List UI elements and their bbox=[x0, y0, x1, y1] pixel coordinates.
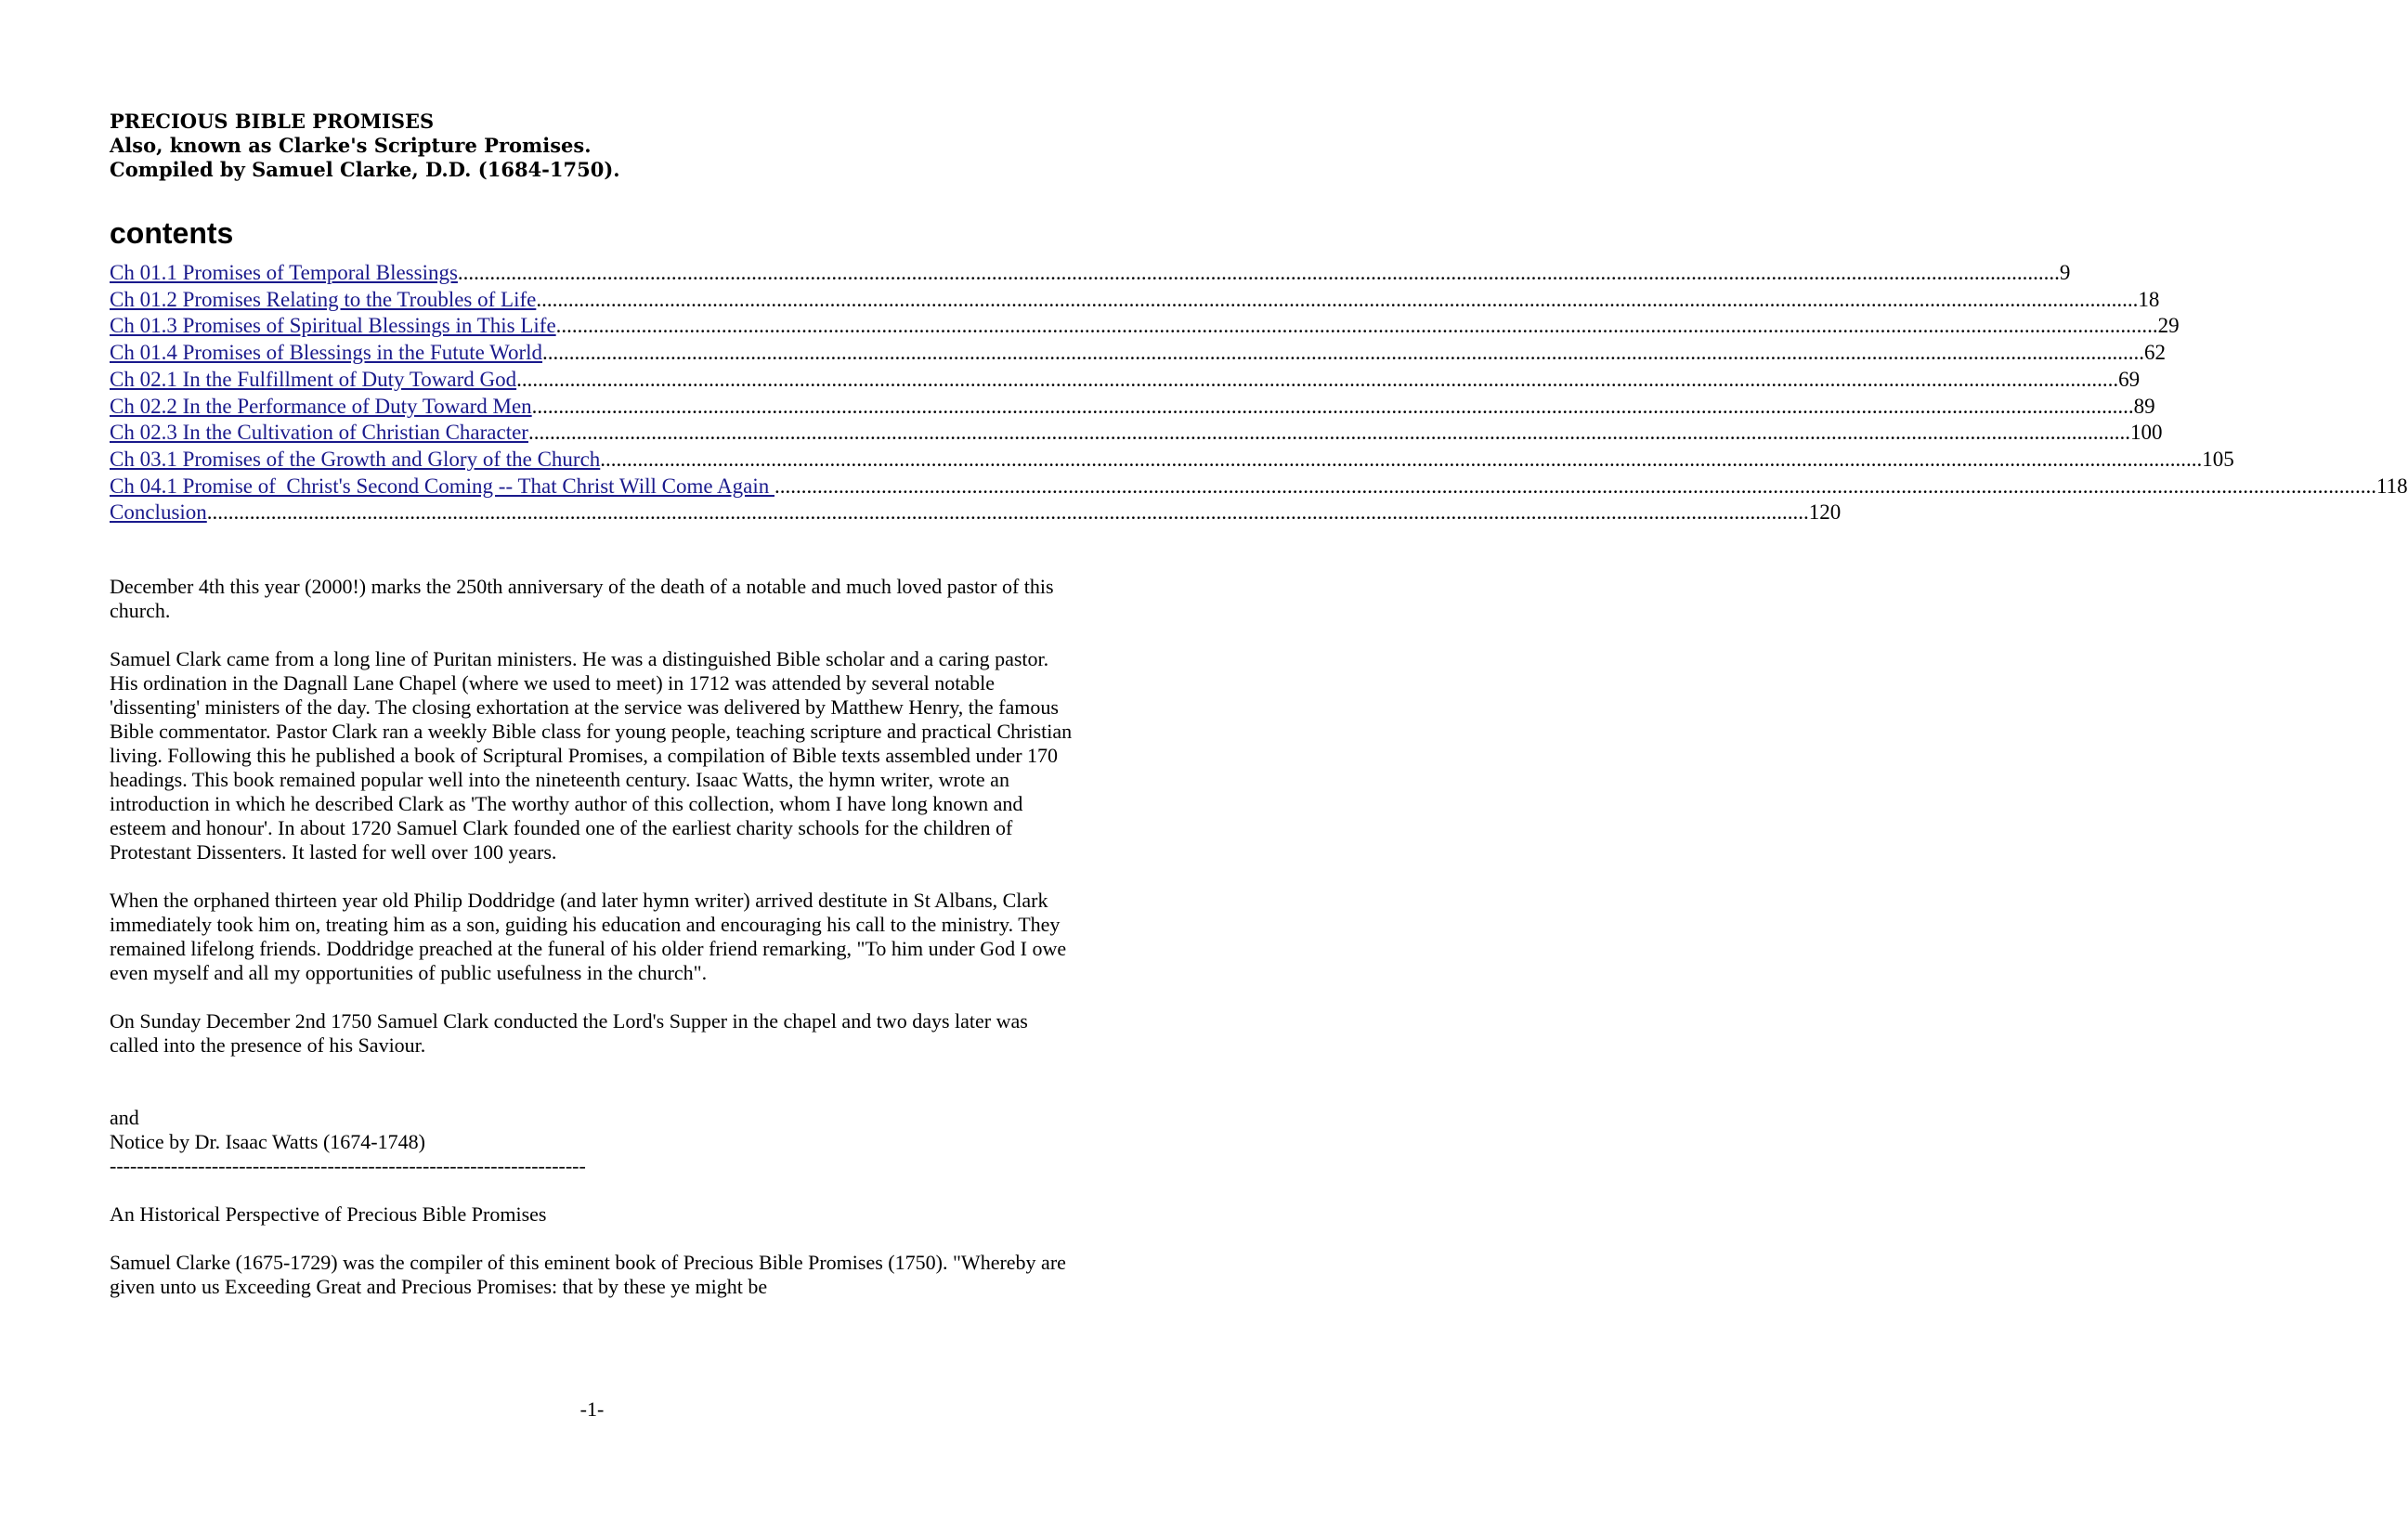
toc-leader-dots: ............................................................................................................................................................................................................................................................................................................ bbox=[527, 421, 2130, 445]
toc-link[interactable]: Ch 01.2 Promises Relating to the Troubles of Life bbox=[110, 287, 537, 311]
toc-entry bbox=[110, 447, 2234, 474]
toc-page-number: 62 bbox=[2144, 341, 2167, 365]
toc-entry bbox=[110, 287, 2160, 314]
document-page bbox=[110, 110, 2408, 1299]
toc-page-number: 105 bbox=[2202, 447, 2234, 471]
toc-page-number: 120 bbox=[1808, 500, 1842, 525]
toc-leader-dots: ............................................................................................................................................................................................................................................................................................................ bbox=[600, 447, 2203, 471]
toc-leader-dots: ............................................................................................................................................................................................................................................................................................................ bbox=[206, 500, 1809, 525]
toc-entry bbox=[110, 500, 1842, 526]
toc-entry bbox=[110, 260, 2071, 287]
book-subtitle: Also, known as Clarke's Scripture Promises. bbox=[110, 134, 592, 157]
death-paragraph: On Sunday December 2nd 1750 Samuel Clark conducted the Lord's Supper in the chapel and two days later was called into the presence of his Saviour. bbox=[110, 1009, 1028, 1058]
toc-link[interactable]: Ch 02.1 In the Fulfillment of Duty Toward God bbox=[110, 367, 517, 391]
toc-link[interactable]: Ch 01.4 Promises of Blessings in the Futute World bbox=[110, 341, 543, 365]
document-body bbox=[110, 575, 1075, 1299]
toc-link[interactable]: Ch 01.1 Promises of Temporal Blessings bbox=[110, 261, 458, 284]
toc-link[interactable]: Ch 02.3 In the Cultivation of Christian Character bbox=[110, 421, 528, 445]
book-title: PRECIOUS BIBLE PROMISES bbox=[110, 110, 435, 133]
toc-link[interactable]: Ch 03.1 Promises of the Growth and Glory of the Church bbox=[110, 447, 601, 471]
table-of-contents bbox=[110, 260, 2408, 526]
toc-page-number: 118 bbox=[2376, 474, 2408, 498]
toc-entry bbox=[110, 394, 2155, 421]
notice-block bbox=[110, 1106, 1075, 1178]
page-number: -1- bbox=[579, 1397, 605, 1421]
document-header bbox=[110, 110, 1075, 182]
toc-page-number: 89 bbox=[2133, 394, 2155, 418]
book-compiler: Compiled by Samuel Clarke, D.D. (1684-1750). bbox=[110, 158, 620, 181]
toc-page-number: 100 bbox=[2129, 421, 2163, 445]
toc-page-number: 29 bbox=[2157, 314, 2180, 338]
toc-link[interactable]: Ch 01.3 Promises of Spiritual Blessings in This Life bbox=[110, 314, 556, 338]
toc-page-number: 69 bbox=[2118, 367, 2141, 391]
anniversary-paragraph: December 4th this year (2000!) marks the 250th anniversary of the death of a notable and much loved pastor of this church. bbox=[110, 575, 1054, 623]
contents-heading: contents bbox=[110, 216, 234, 250]
toc-leader-dots: ............................................................................................................................................................................................................................................................................................................ bbox=[516, 367, 2119, 391]
toc-leader-dots: ............................................................................................................................................................................................................................................................................................................ bbox=[774, 474, 2376, 498]
toc-leader-dots: ............................................................................................................................................................................................................................................................................................................ bbox=[555, 314, 2158, 338]
toc-entry bbox=[110, 474, 2408, 500]
toc-leader-dots: ............................................................................................................................................................................................................................................................................................................ bbox=[536, 287, 2139, 311]
doddridge-paragraph: When the orphaned thirteen year old Philip Doddridge (and later hymn writer) arrived destitute in St Albans, Clark immediately took him on, treating him as a son, guiding his education and encouraging his call to the ministry. They remained lifelong friends. Doddridge preached at the funeral of his older friend remarking, "To him under God I owe even myself and all my opportunities of public usefulness in the church". bbox=[110, 889, 1067, 985]
toc-link[interactable]: Ch 02.2 In the Performance of Duty Toward Men bbox=[110, 394, 532, 418]
toc-leader-dots: ............................................................................................................................................................................................................................................................................................................ bbox=[542, 341, 2145, 365]
and-line: and bbox=[110, 1106, 139, 1130]
toc-leader-dots: ............................................................................................................................................................................................................................................................................................................ bbox=[457, 261, 2060, 284]
perspective-heading: An Historical Perspective of Precious Bible Promises bbox=[110, 1202, 547, 1227]
biography-paragraph: Samuel Clark came from a long line of Puritan ministers. He was a distinguished Bible scholar and a caring pastor. His ordination in the Dagnall Lane Chapel (where we used to meet) in 1712 was attended by several notable 'dissenting' ministers of the day. The closing exhortation at the service was delivered by Matthew Henry, the famous Bible commentator. Pastor Clark ran a weekly Bible class for young people, teaching scripture and practical Christian living. Following this he published a book of Scriptural Promises, a compilation of Bible texts assembled under 170 headings. This book remained popular well into the nineteenth century. Isaac Watts, the hymn writer, wrote an introduction in which he described Clark as 'The worthy author of this collection, whom I have long known and esteem and honour'. In about 1720 Samuel Clark founded one of the earliest charity schools for the children of Protestant Dissenters. It lasted for well over 100 years. bbox=[110, 647, 1073, 864]
toc-page-number: 18 bbox=[2138, 287, 2160, 311]
toc-page-number: 9 bbox=[2059, 261, 2071, 284]
toc-entry bbox=[110, 420, 2163, 447]
toc-entry bbox=[110, 367, 2141, 394]
toc-link[interactable]: Conclusion bbox=[110, 500, 207, 525]
toc-leader-dots: ............................................................................................................................................................................................................................................................................................................ bbox=[531, 394, 2134, 418]
watts-notice-line: Notice by Dr. Isaac Watts (1674-1748) bbox=[110, 1130, 425, 1154]
toc-entry bbox=[110, 313, 2180, 340]
compiler-paragraph: Samuel Clarke (1675-1729) was the compiler of this eminent book of Precious Bible Promises (1750). "Whereby are given unto us Exceeding Great and Precious Promises: that by these ye might be bbox=[110, 1251, 1066, 1299]
dashed-divider: ---------------------------------------------------------------------- bbox=[110, 1154, 586, 1178]
toc-link[interactable]: Ch 04.1 Promise of Christ's Second Coming -- That Christ Will Come Again bbox=[110, 474, 774, 498]
toc-entry bbox=[110, 340, 2167, 367]
